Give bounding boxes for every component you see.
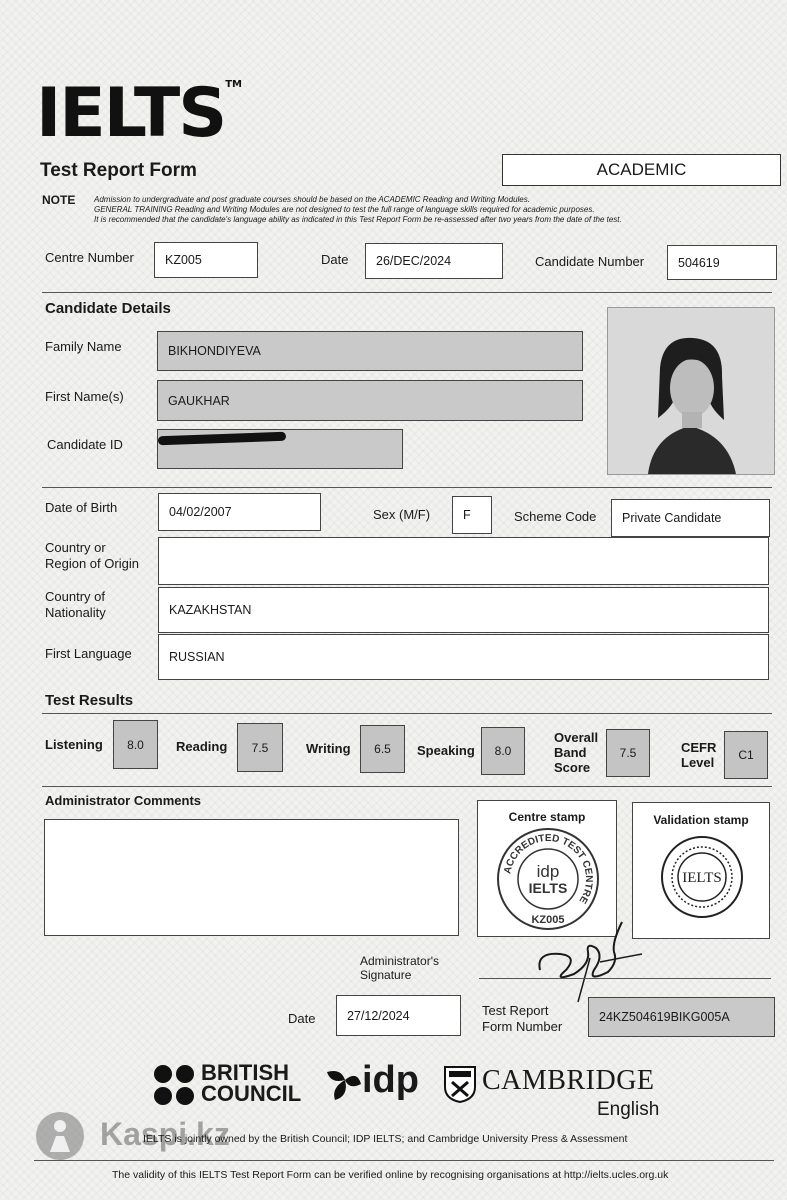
family-name-label: Family Name <box>45 339 122 354</box>
sex-label: Sex (M/F) <box>373 507 431 522</box>
administrator-signature <box>530 912 650 1004</box>
date-label: Date <box>321 252 349 267</box>
writing-label: Writing <box>306 741 351 756</box>
signature-line <box>479 978 771 979</box>
svg-text:IELTS: IELTS <box>682 870 722 886</box>
first-language-field: RUSSIAN <box>158 634 769 680</box>
divider <box>34 1160 774 1161</box>
first-name-label: First Name(s) <box>45 389 124 404</box>
listening-score: 8.0 <box>113 720 158 769</box>
first-language-label: First Language <box>45 646 132 661</box>
family-name-field: BIKHONDIYEVA <box>157 331 583 371</box>
trf-number-field: 24KZ504619BIKG005A <box>588 997 775 1037</box>
cambridge-english-text: English <box>597 1099 660 1120</box>
note-label: NOTE <box>42 193 76 207</box>
svg-text:KZ005: KZ005 <box>531 914 565 926</box>
divider <box>42 292 772 293</box>
validation-stamp <box>660 835 744 919</box>
note-text: Admission to undergraduate and post graduate courses should be based on the ACADEMIC Reading and Writing Modules. GENERAL TRAINING Reading and Writing Modules are not designed to test the full range of language skills required for academic purposes. It is recommended that the candidate's language ability as indicated in this Test Report Form be re-assessed after two years from the date of the test. <box>94 195 622 224</box>
nationality-label: Country of Nationality <box>45 589 106 620</box>
module-box: ACADEMIC <box>502 154 781 186</box>
country-origin-label: Country or Region of Origin <box>45 540 139 571</box>
scheme-code-field: Private Candidate <box>611 499 770 537</box>
test-results-heading: Test Results <box>45 692 134 709</box>
svg-text:idp: idp <box>536 862 560 881</box>
cefr-level: C1 <box>724 731 768 779</box>
admin-comments-label: Administrator Comments <box>45 793 202 808</box>
cambridge-logo: CAMBRIDGE <box>482 1065 655 1096</box>
reading-label: Reading <box>176 739 228 754</box>
first-name-field: GAUKHAR <box>157 380 583 421</box>
country-origin-field <box>158 537 769 585</box>
validation-stamp-box <box>632 802 770 939</box>
trf-number-label: Test Report Form Number <box>482 1003 563 1034</box>
centre-stamp-label: Centre stamp <box>508 810 586 824</box>
writing-score: 6.5 <box>360 725 405 773</box>
admin-date-field: 27/12/2024 <box>336 995 461 1036</box>
ownership-text: IELTS is jointly owned by the British Council; IDP IELTS; and Cambridge University Press & Assessment <box>143 1133 628 1145</box>
overall-score: 7.5 <box>606 729 650 777</box>
dob-field: 04/02/2007 <box>158 493 321 531</box>
candidate-id-label: Candidate ID <box>47 437 123 452</box>
listening-label: Listening <box>45 737 103 752</box>
scheme-code-label: Scheme Code <box>514 509 597 524</box>
nationality-field: KAZAKHSTAN <box>158 587 769 633</box>
svg-text:ACCREDITED TEST CENTRE: ACCREDITED TEST CENTRE <box>502 832 595 906</box>
overall-label: Overall Band Score <box>554 730 599 775</box>
cefr-label: CEFR Level <box>681 740 717 770</box>
divider <box>42 713 772 714</box>
speaking-label: Speaking <box>417 743 475 758</box>
candidate-photo <box>607 307 775 475</box>
speaking-score: 8.0 <box>481 727 525 775</box>
candidate-id-field <box>157 429 403 469</box>
svg-text:IELTS: IELTS <box>528 880 568 896</box>
test-date-field: 26/DEC/2024 <box>365 243 503 279</box>
candidate-number-field: 504619 <box>667 245 777 280</box>
sex-field: F <box>452 496 492 534</box>
form-title: Test Report Form <box>40 160 197 181</box>
redaction-mark <box>158 432 286 445</box>
dob-label: Date of Birth <box>45 500 118 515</box>
candidate-number-label: Candidate Number <box>535 254 645 269</box>
validity-text: The validity of this IELTS Test Report Form can be verified online by recognising organisations at http://ielts.ucles.org.uk <box>112 1169 669 1181</box>
admin-comments-box <box>44 819 459 936</box>
idp-icon <box>323 1066 363 1102</box>
candidate-details-heading: Candidate Details <box>45 300 171 317</box>
ielts-logo: IELTS™ <box>36 74 242 153</box>
centre-number-field: KZ005 <box>154 242 258 278</box>
reading-score: 7.5 <box>237 723 283 772</box>
centre-number-label: Centre Number <box>45 250 134 265</box>
admin-date-label: Date <box>288 1011 316 1026</box>
kaspi-watermark: Kaspi.kz <box>100 1116 230 1152</box>
divider <box>42 786 772 787</box>
cambridge-crest-icon <box>443 1065 477 1103</box>
british-council-logo: BRITISH COUNCIL <box>201 1060 302 1106</box>
divider <box>42 487 772 488</box>
british-council-icon <box>152 1063 196 1107</box>
idp-logo: idp <box>362 1059 419 1101</box>
validation-stamp-label: Validation stamp <box>653 813 749 827</box>
kaspi-watermark-icon <box>36 1112 84 1160</box>
signature-label: Administrator's Signature <box>360 954 439 982</box>
